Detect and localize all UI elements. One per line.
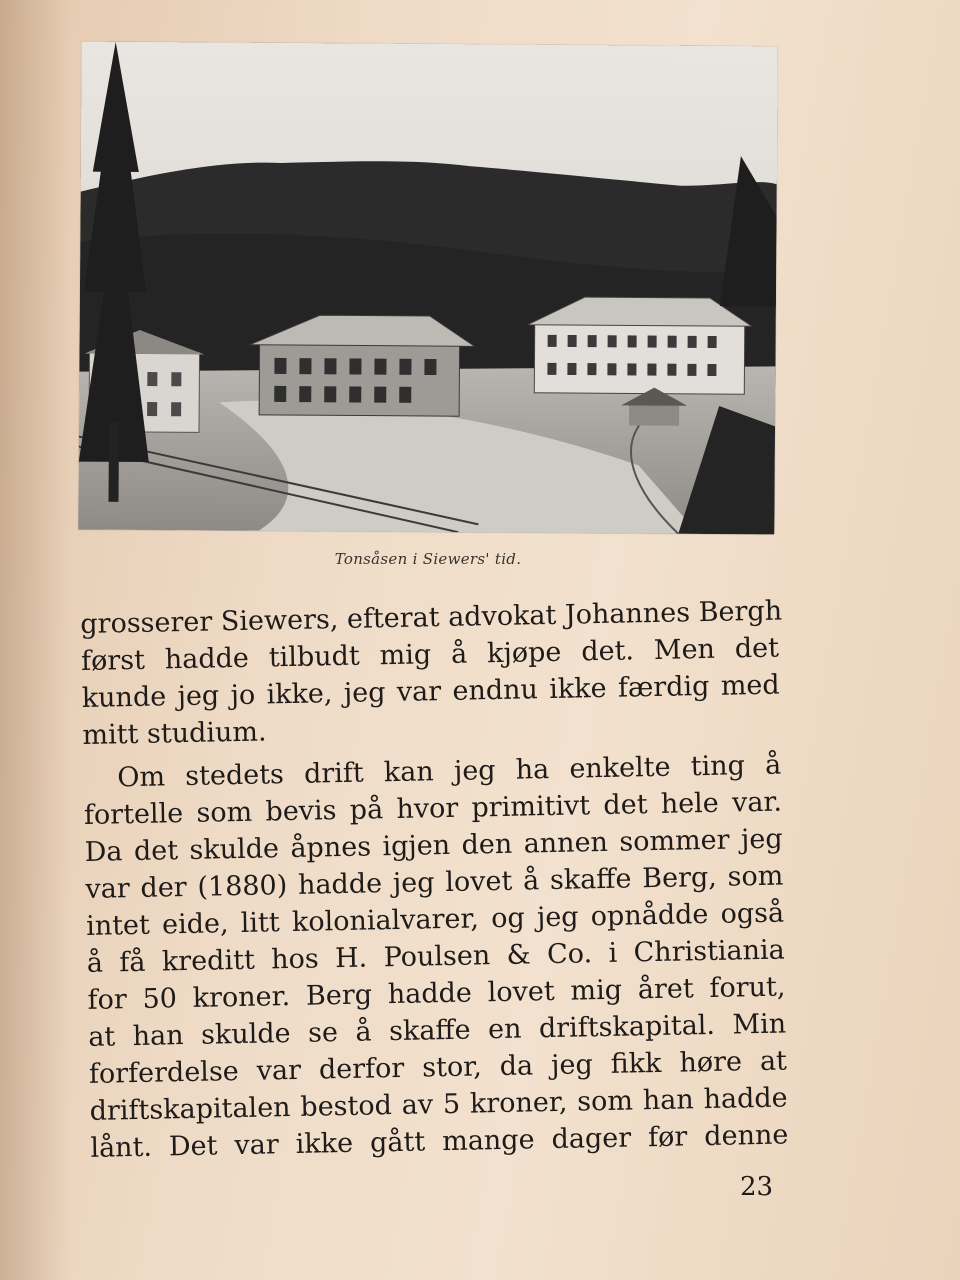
text-line: mitt studium. [82,716,267,751]
paragraph-1 [80,593,781,754]
text-line: Da det skulde åpnes igjen den annen sommer jeg [84,823,783,868]
page-number: 23 [740,1172,774,1202]
text-line: Om stedets drift kan jeg ha enkelte ting å [117,749,782,794]
figure-caption: Tonsåsen i Siewers' tid. [334,550,522,568]
page-gutter-shadow [0,0,70,1280]
body-text [80,593,789,1167]
historical-photograph [78,42,777,535]
text-line: kunde jeg jo ikke, jeg var endnu ikke færdig med [81,669,780,714]
text-line: fortelle som bevis på hvor primitivt det hele var. [83,786,783,831]
paragraph-2 [83,747,789,1167]
photo-illustration [78,42,777,535]
text-line: lånt. Det var ikke gått mange dager før denne [90,1119,789,1164]
text-line: intet eide, litt kolonialvarer, og jeg opnådde også [85,897,785,942]
text-line: å få kreditt hos H. Poulsen & Co. i Christiania [86,934,786,979]
text-line: forferdelse var derfor stor, da jeg fikk høre at [88,1045,788,1090]
text-line: driftskapitalen bestod av 5 kroner, som han hadde [89,1082,788,1127]
text-line: først hadde tilbudt mig å kjøpe det. Men det [80,632,780,677]
text-line: for 50 kroner. Berg hadde lovet mig året forut, [87,971,786,1016]
text-line: var der (1880) hadde jeg lovet å skaffe Berg, som [85,860,784,905]
text-line: at han skulde se å skaffe en driftskapital. Min [87,1008,787,1053]
text-line: grosserer Siewers, efterat advokat Johannes Bergh [80,595,783,640]
